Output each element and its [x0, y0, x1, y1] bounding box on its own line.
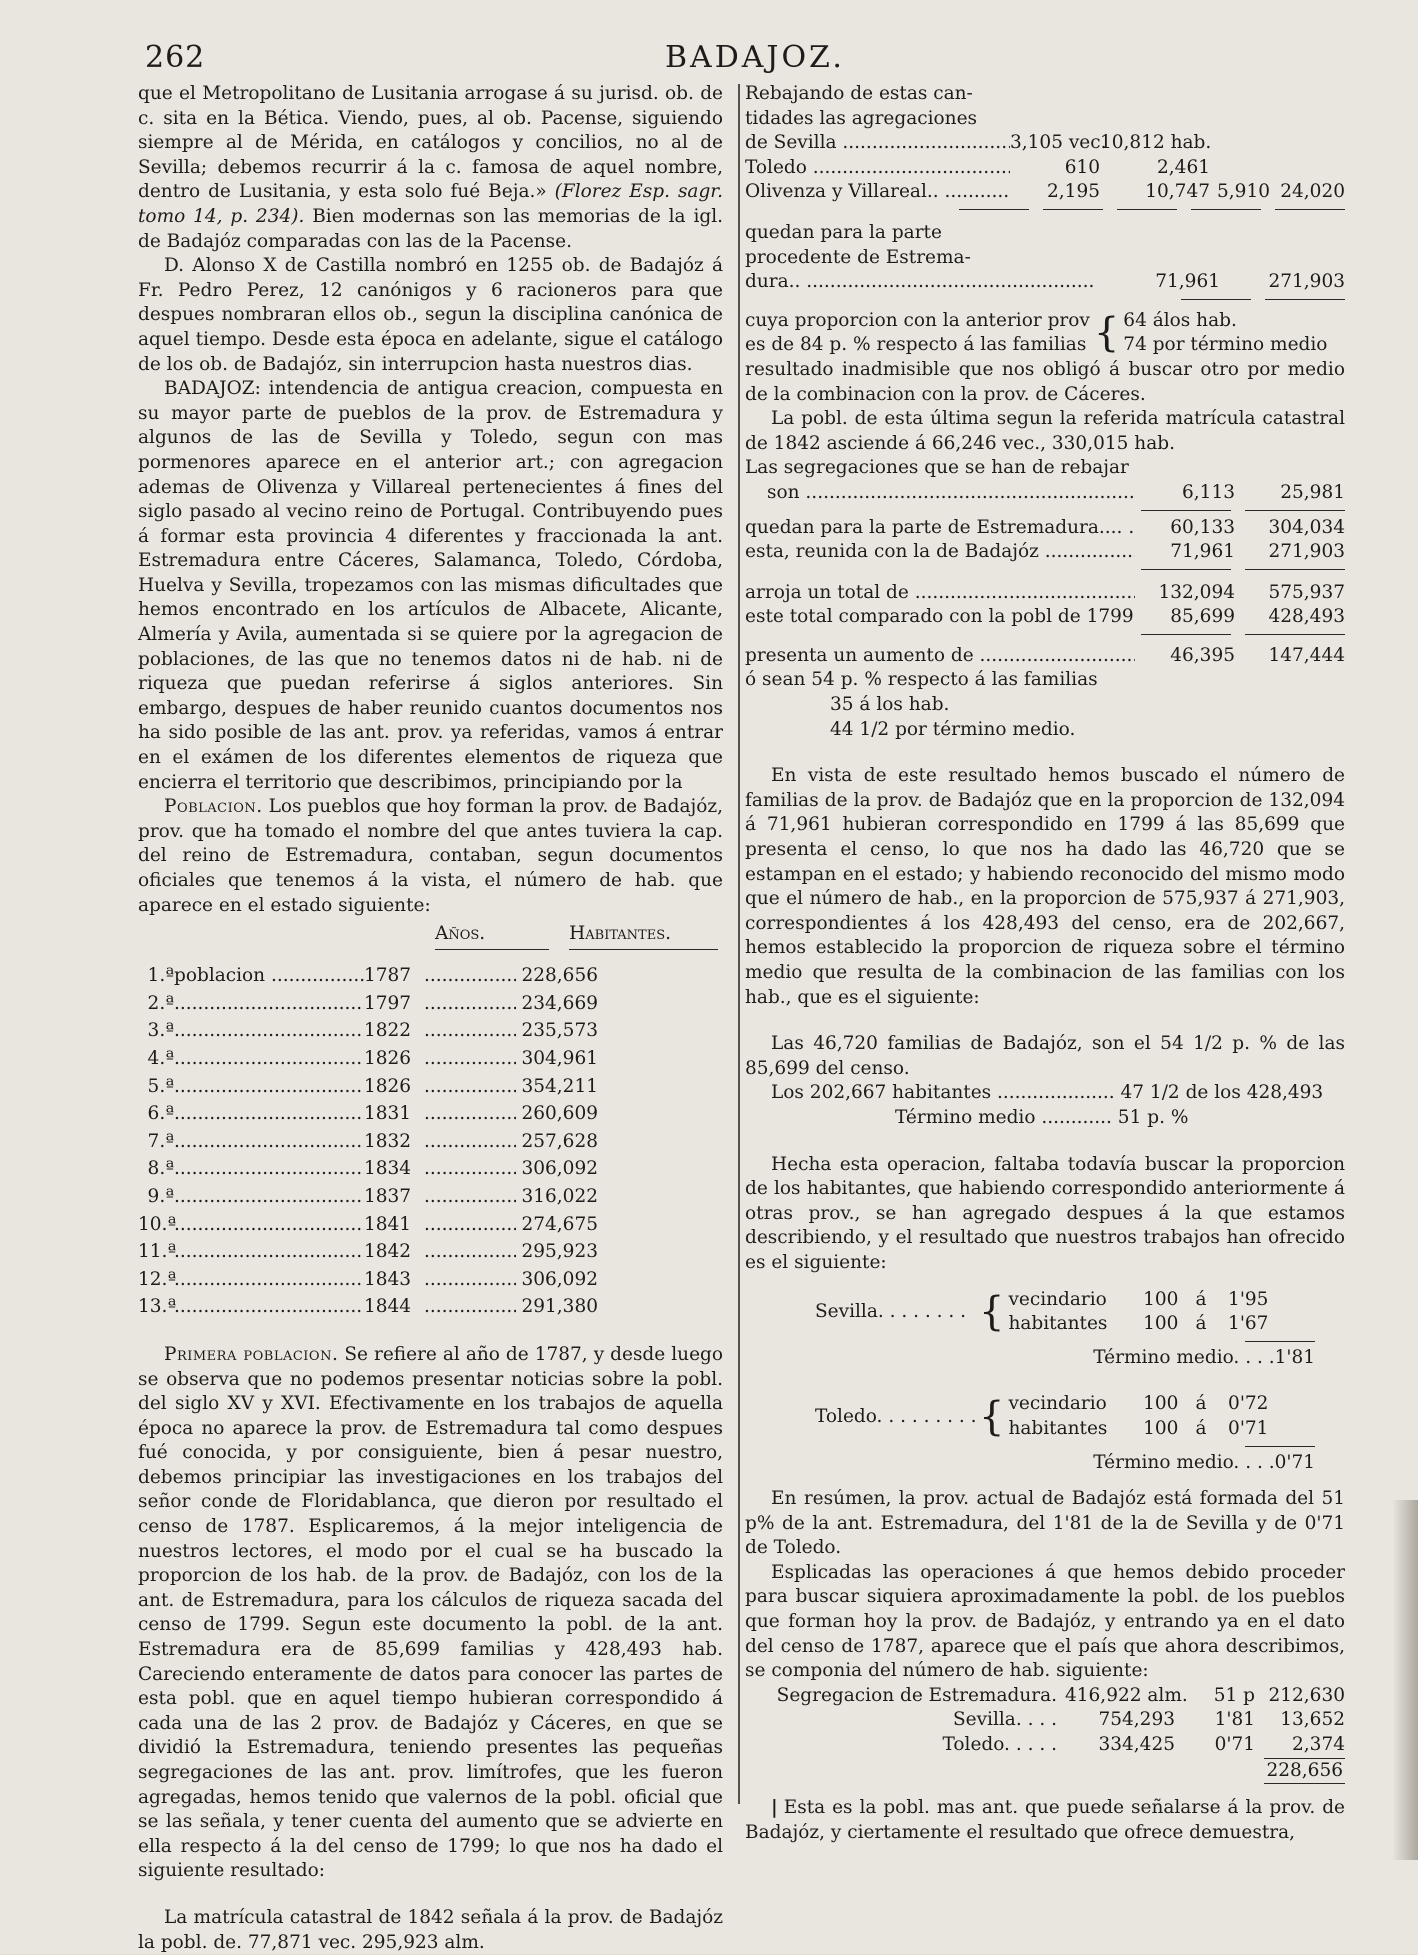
row-leader	[424, 1155, 516, 1183]
segregation-table	[745, 1684, 1345, 1758]
row-ordinal: 12.ª	[138, 1268, 177, 1290]
row-habitantes: 228,656	[521, 965, 598, 987]
row-ordinal: 10.ª	[138, 1213, 177, 1235]
row-year: 1832	[364, 1130, 412, 1152]
row-habitantes: 306,092	[521, 1158, 598, 1180]
row-label	[174, 1073, 364, 1101]
row-ordinal: 11.ª	[138, 1241, 177, 1263]
row-leader	[424, 1128, 516, 1156]
row-habitantes: 354,211	[521, 1075, 598, 1097]
row-label: quedan para la parte de Estremadura.... .....	[745, 516, 1135, 541]
row-year: 1837	[364, 1185, 412, 1207]
row-label: Toledo .....	[745, 156, 1010, 181]
page-edge-shadow	[1392, 1500, 1418, 1860]
row-label: Olivenza y Villareal.. .....	[745, 180, 1010, 205]
left-column	[138, 82, 723, 1955]
paragraph-hecha: Hecha esta operacion, faltaba todavía buscar la proporcion de los habitantes, que habiendo correspondido anteriormente á otras prov., se han agregado despues á la que estamos describiendo, y el resultado que nuestros trabajos han ofrecido es el siguiente:	[745, 1153, 1345, 1273]
table-row	[138, 962, 718, 990]
rebajando-block: Rebajando de estas can- tidades las agregaciones de Sevilla ..... 3,105 vec. 10,812 hab. Toledo ..... 610 2,461 Olivenza y Villareal.. ..... 2,195 10,747 5,910 24,020	[745, 82, 1345, 215]
row-ordinal: 7.ª	[147, 1130, 174, 1152]
paragraph-poblacion: Poblacion. Los pueblos que hoy forman la prov. de Badajóz, prov. que ha tomado el nombre del que antes tuviera la cap. del reino de Estremadura, contaban, segun documentos oficiales que tenemos á la vista, el número de hab. que aparece en el estado siguiente:	[138, 796, 723, 916]
row-ordinal: 9.ª	[147, 1185, 174, 1207]
table-row	[745, 1684, 1345, 1709]
row-ordinal: 2.ª	[147, 992, 174, 1014]
margin-mark: |	[771, 1797, 778, 1819]
row-leader	[424, 1100, 516, 1128]
right-column	[745, 82, 1345, 1845]
row-year: 1841	[364, 1213, 412, 1235]
paragraph-resumen: En resúmen, la prov. actual de Badajóz está formada del 51 p% de la ant. Estremadura, del 1'81 de la de Sevilla y de 0'71 de Toledo.	[745, 1488, 1345, 1559]
row-leader	[424, 1017, 516, 1045]
table-row	[745, 131, 1345, 156]
row-leader	[424, 1266, 516, 1294]
row-value-1: 60,133	[1170, 516, 1235, 538]
paragraph-catalog: que el Metropolitano de Lusitania arrogase á su jurisd. ob. de c. sita en la Bética. Viendo, pues, al ob. Pacense, siguiendo siempre al de Mérida, en catálogos y concilios, no al de Sevilla; debemos recurrir á la c. famosa de aquel nombre, dentro de Lusitania, y esta solo fué Beja.» (Florez Esp. sagr. tomo 14, p. 234). Bien modernas son las memorias de la igl. de Badajóz comparadas con las de la Pacense.	[138, 83, 723, 252]
percent-sign: %	[853, 334, 871, 356]
table-row	[138, 1183, 718, 1211]
row-ratio: 51 p	[1213, 1684, 1255, 1706]
row-label	[174, 1293, 364, 1321]
row-leader	[424, 1045, 516, 1073]
proporcion-block: cuya proporcion con la anterior prov es de 84 p. % respecto á las familias { 64 álos hab. 74 por término medio resultado inadmisible que nos obligó á buscar otro por medio de la combinacion con la prov. de Cáceres. La pobl. de esta última segun la referida matrícula catastral de 1842 asciende á 66,246 vec., 330,015 hab. Las segregaciones que se han de rebajar son ..... 6,113 25,981	[745, 309, 1345, 516]
paragraph-esta-es: | Esta es la pobl. mas ant. que puede señalarse á la prov. de Badajóz, y ciertamente el resultado que ofrece demuestra,	[745, 1797, 1345, 1843]
row-almas: 416,922 alm.	[1065, 1684, 1188, 1706]
table-row	[138, 1100, 718, 1128]
paragraph-esplicadas: Esplicadas las operaciones á que hemos debido proceder para buscar siquiera aproximadamente la pobl. de los pueblos que forman hoy la prov. de Badajóz, y entrando ya en el dato del censo de 1787, aparece que el país que ahora describimos, se componia del número de hab. siguiente:	[745, 1561, 1345, 1682]
paragraph-primera-poblacion: Primera poblacion. Se refiere al año de 1787, y desde luego se observa que no podemos presentar noticias sobre la pobl. del siglo XV y XVI. Efectivamente en los trabajos de aquella época no aparece la prov. de Estremadura tal como despues fué conocida, y por consiguiente, bien á pesar nuestro, debemos principiar las investigaciones en los trabajos del señor conde de Floridablanca, que dieron por resultado el censo de 1787. Esplicaremos, á la mejor inteligencia de nuestros lectores, el modo por el cual se ha buscado la proporcion de los hab. de la prov. de Badajóz, con los de la ant. de Estremadura, para los cálculos de riqueza sacada del censo de 1799. Segun este documento la pobl. de la ant. Estremadura era de 85,699 familias y 428,493 hab. Careciendo enteramente de datos para conocer las partes de esta pobl. que en aquel tiempo hubieran correspondido á cada una de las 2 prov. de Badajóz y Cáceres, en que se dividió la Estremadura, teniendo presentes las pequeñas segregaciones de las ant. prov. limítrofes, que les fueron agregadas, hemos tenido que valernos de la pobl. oficial que se las señala, y tener cuenta del aumento que se advierte en ella respecto á la del censo de 1799; lo que nos ha dado el siguiente resultado:	[138, 1343, 723, 1882]
row-habitantes: 260,609	[521, 1103, 598, 1125]
row-ordinal: 6.ª	[147, 1103, 174, 1125]
row-label	[174, 1045, 364, 1073]
table-row	[138, 1155, 718, 1183]
row-label: Sevilla. . . .	[952, 1709, 1057, 1731]
row-leader	[424, 1211, 516, 1239]
row-habitantes: 306,092	[521, 1268, 598, 1290]
row-value-2: 428,493	[1268, 606, 1345, 628]
row-year: 1797	[364, 992, 412, 1014]
table-row	[745, 605, 1345, 630]
row-ordinal: 8.ª	[147, 1158, 174, 1180]
table-row	[138, 1293, 718, 1321]
row-label: este total comparado con la pobl de 1799 .....	[745, 605, 1135, 630]
table-row	[138, 1073, 718, 1101]
row-vecinos: 3,105 vec.	[1010, 132, 1107, 154]
row-label: Toledo. . . . .	[942, 1734, 1057, 1756]
row-year: 1826	[364, 1047, 412, 1069]
column-header-years: Años.	[435, 922, 549, 950]
row-value-1: 85,699	[1170, 606, 1235, 628]
brace-glyph: {	[1093, 310, 1120, 357]
row-habitantes: 316,022	[521, 1185, 598, 1207]
row-label: arroja un total de .....	[745, 581, 1135, 606]
familias-block: Las 46,720 familias de Badajóz, son el 54 1/2 p. % de las 85,699 del censo. Los 202,667 habitantes .................... 47 1/2 de los 428,493 Término medio ............ 51 p. %	[745, 1033, 1345, 1128]
row-year: 1831	[364, 1103, 412, 1125]
table-row	[138, 1266, 718, 1294]
table-row	[745, 180, 1345, 205]
paragraph-intendencia: BADAJOZ: intendencia de antigua creacion, compuesta en su mayor parte de pueblos de la prov. de Estremadura y algunos de las de Sevilla y Toledo, segun con mas pormenores aparece en el anterior art.; con agregacion ademas de Olivenza y Villareal pertenecientes á fines del siglo pasado al vecino reino de Portugal. Contribuyendo pues á formar esta provincia 4 diferentes y fraccionada la ant. Estremadura entre Cáceres, Salamanca, Toledo, Córdoba, Huelva y Sevilla, tropezamos con las mismas dificultades que hemos encontrado en los artículos de Albacete, Alicante, Almería y Avila, aumentada si se quiere por la agregacion de poblaciones, de las que no tenemos datos ni de hab. ni de riqueza que puedan referirse á siglos anteriores. Sin embargo, despues de haber reunido cuantos documentos nos ha sido posible de las ant. prov. ya referidas, vamos á entrar en el exámen de los diferentes elementos de riqueza que encierra el territorio que describimos, principiando por la	[138, 378, 723, 793]
row-year: 1787	[364, 965, 412, 987]
table-row	[745, 1733, 1345, 1758]
row-label	[174, 1238, 364, 1266]
row-vecinos: 2,195	[1047, 181, 1100, 203]
row-result: 13,652	[1280, 1709, 1345, 1731]
row-leader	[424, 1238, 516, 1266]
population-table-header	[138, 922, 718, 950]
ratio-sevilla: Sevilla. . . . . . . . { vecindario 100 á 1'95 habitantes 100 á 1'67	[815, 1288, 1269, 1336]
table-row	[745, 581, 1345, 606]
row-almas: 754,293	[1098, 1709, 1175, 1731]
table-row	[745, 540, 1345, 565]
row-label	[174, 1100, 364, 1128]
row-value-4: 24,020	[1280, 181, 1345, 203]
row-year: 1844	[364, 1296, 412, 1318]
paragraph-matricula: La matrícula catastral de 1842 señala á la prov. de Badajóz la pobl. de. 77,871 vec. 295,923 alm.	[138, 1906, 723, 1953]
table-row	[138, 990, 718, 1018]
row-label	[174, 1211, 364, 1239]
termino-medio-sevilla: Término medio. . . .1'81	[1093, 1346, 1315, 1368]
population-table	[138, 922, 718, 1321]
row-label	[174, 990, 364, 1018]
column-header-habitantes: Habitantes.	[569, 922, 718, 950]
table-row	[745, 156, 1345, 181]
table-row	[138, 1211, 718, 1239]
row-habitantes: 2,461	[1157, 156, 1210, 178]
row-label: poblacion .....	[174, 962, 364, 990]
aumento-block: presenta un aumento de ..... 46,395 147,444 ó sean 54 p. % respecto á las familias 35 á los hab. 44 1/2 por término medio.	[745, 644, 1345, 742]
row-label: esta, reunida con la de Badajóz .....	[745, 540, 1135, 565]
row-value-4	[1270, 156, 1345, 181]
row-year: 1826	[364, 1075, 412, 1097]
section-heading-poblacion: Poblacion.	[164, 796, 263, 818]
row-leader	[424, 1073, 516, 1101]
row-value-3: 5,910	[1217, 181, 1270, 203]
paragraph-en-vista: En vista de este resultado hemos buscado el número de familias de la prov. de Badajóz que en la proporcion de 132,094 á 71,961 hubieran correspondido en 1799 á las 85,699 que presenta el censo, lo que nos ha dado las 46,720 que se estampan en el estado; y habiendo reconocido del mismo modo que el número de hab., en la proporcion de 575,937 á 271,903, correspondientes á los 428,493 del censo, era de 202,667, hemos establecido la proporcion de riqueza sobre el término medio que resulta de la combinacion de las familias con los hab., que es el siguiente:	[745, 765, 1345, 1008]
row-label: Segregacion de Estremadura.	[776, 1684, 1057, 1706]
column-divider	[738, 84, 740, 1804]
termino-medio-toledo: Término medio. . . .0'71	[1093, 1451, 1315, 1473]
row-value-2: 304,034	[1268, 516, 1345, 538]
section-heading-primera-poblacion: Primera poblacion.	[164, 1343, 339, 1365]
page-title: BADAJOZ.	[665, 40, 845, 75]
table-row	[745, 516, 1345, 541]
row-habitantes: 235,573	[521, 1020, 598, 1042]
page-number: 262	[145, 40, 206, 75]
row-vecinos: 610	[1064, 156, 1100, 178]
row-habitantes: 10,747	[1145, 181, 1210, 203]
row-label	[174, 1017, 364, 1045]
row-year: 1842	[364, 1241, 412, 1263]
table-row	[745, 1708, 1345, 1733]
row-ordinal: 4.ª	[147, 1047, 174, 1069]
row-label	[174, 1128, 364, 1156]
row-ordinal: 5.ª	[147, 1075, 174, 1097]
paragraph-alonso: D. Alonso X de Castilla nombró en 1255 ob. de Badajóz á Fr. Pedro Perez, 12 canónigos y 6 racioneros para que despues nombraran ellos ob., segun la disciplina canónica de aquel tiempo. Desde esta época en adelante, sigue el catálogo de los ob. de Badajóz, sin interrupcion hasta nuestros dias.	[138, 255, 723, 375]
row-ordinal: 3.ª	[147, 1020, 174, 1042]
row-habitantes: 10,812 hab.	[1100, 132, 1212, 154]
row-label	[174, 1266, 364, 1294]
row-value-2: 575,937	[1268, 581, 1345, 603]
row-value-1: 132,094	[1158, 581, 1235, 603]
population-table-body	[138, 962, 718, 1321]
row-ordinal: 1.ª	[147, 965, 174, 987]
quedan-sum-rows	[745, 516, 1345, 565]
row-result: 2,374	[1292, 1734, 1345, 1756]
segregation-total: 228,656	[745, 1758, 1345, 1785]
row-habitantes: 295,923	[521, 1241, 598, 1263]
row-value-3	[1210, 131, 1270, 156]
row-ordinal: 13.ª	[138, 1296, 177, 1318]
row-leader	[424, 990, 516, 1018]
row-value-2: 271,903	[1268, 541, 1345, 563]
row-leader	[424, 962, 516, 990]
row-year: 1843	[364, 1268, 412, 1290]
ratio-toledo: Toledo. . . . . . . . . { vecindario 100 á 0'72 habitantes 100 á 0'71	[815, 1393, 1269, 1440]
table-row	[138, 1128, 718, 1156]
table-row	[138, 1017, 718, 1045]
row-habitantes: 291,380	[521, 1296, 598, 1318]
row-label	[174, 1155, 364, 1183]
row-label: de Sevilla .....	[745, 131, 1010, 156]
row-habitantes: 257,628	[521, 1130, 598, 1152]
row-habitantes: 304,961	[521, 1047, 598, 1069]
row-habitantes: 274,675	[521, 1213, 598, 1235]
quedan-block: quedan para la parte procedente de Estrema- dura.. ..... 71,961 271,903	[745, 221, 1345, 305]
row-year: 1822	[364, 1020, 412, 1042]
row-value-1: 71,961	[1170, 541, 1235, 563]
row-label	[174, 1183, 364, 1211]
row-result: 212,630	[1268, 1684, 1345, 1706]
row-value-4	[1270, 131, 1345, 156]
row-leader	[424, 1293, 516, 1321]
row-year: 1834	[364, 1158, 412, 1180]
total-rows	[745, 581, 1345, 630]
row-value-3	[1210, 156, 1270, 181]
table-row	[138, 1045, 718, 1073]
row-leader	[424, 1183, 516, 1211]
running-head	[145, 40, 1335, 80]
table-row	[138, 1238, 718, 1266]
row-ratio: 1'81	[1214, 1709, 1255, 1731]
row-habitantes: 234,669	[521, 992, 598, 1014]
row-almas: 334,425	[1098, 1734, 1175, 1756]
row-ratio: 0'71	[1214, 1734, 1255, 1756]
